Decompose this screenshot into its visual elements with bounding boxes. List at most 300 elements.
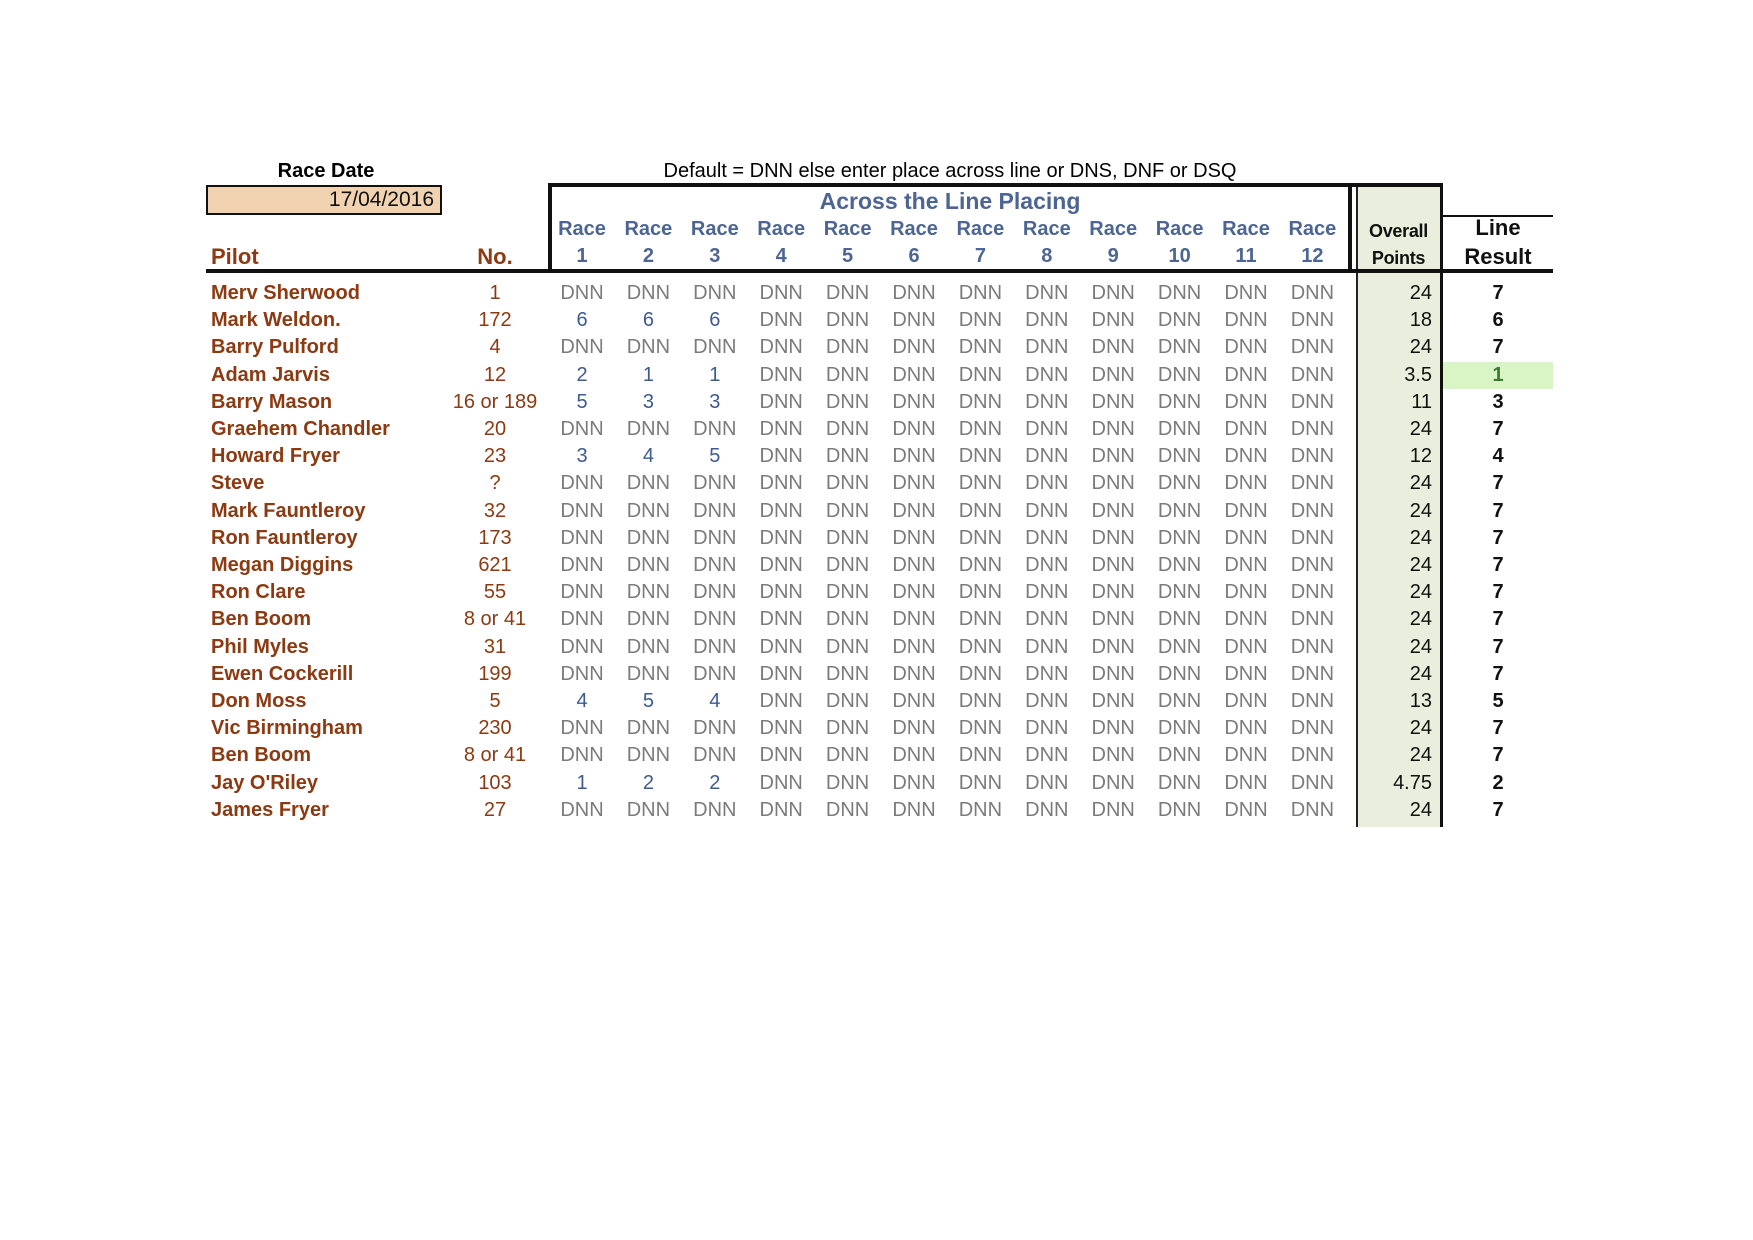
race-placing-cell[interactable]: DNN (825, 282, 870, 304)
race-placing-cell[interactable]: DNN (1025, 662, 1069, 685)
line-result: 4 (1492, 445, 1504, 468)
race-placing-cell[interactable]: DNN (1025, 282, 1069, 304)
race-placing-cell[interactable]: DNN (958, 798, 1003, 821)
race-placing-cell[interactable]: 2 (709, 771, 721, 794)
race-placing-cell[interactable]: DNN (759, 282, 803, 304)
race-placing-cell[interactable]: DNN (892, 717, 936, 740)
race-placing-cell[interactable]: DNN (759, 526, 803, 549)
race-placing-cell[interactable]: DNN (759, 635, 803, 658)
race-placing-cell[interactable]: DNN (892, 390, 936, 413)
race-placing-cell[interactable]: DNN (1091, 771, 1135, 794)
race-placing-cell[interactable]: DNN (1025, 744, 1069, 767)
race-placing-cell[interactable]: DNN (1091, 744, 1135, 767)
race-placing-cell[interactable]: DNN (693, 336, 737, 359)
race-placing-cell[interactable]: DNN (1290, 445, 1335, 468)
race-placing-cell[interactable]: DNN (1157, 282, 1202, 304)
line-result: 7 (1492, 336, 1504, 359)
race-placing-cell[interactable]: DNN (1025, 554, 1069, 576)
race-placing-cell[interactable]: DNN (759, 690, 803, 712)
header-overall-points (1356, 218, 1441, 272)
header-race-8 (1014, 216, 1080, 270)
table-row (0, 715, 1753, 742)
overall-points: 24 (1409, 282, 1432, 304)
race-placing-cell[interactable]: DNN (1224, 445, 1268, 468)
race-placing-cell[interactable]: DNN (825, 472, 870, 495)
pilot-number: 31 (483, 635, 507, 658)
race-placing-cell[interactable]: DNN (693, 526, 737, 549)
race-placing-cell[interactable]: DNN (693, 662, 737, 685)
race-placing-cell[interactable]: DNN (1157, 608, 1202, 631)
race-placing-cell[interactable]: DNN (626, 635, 671, 658)
race-placing-cell[interactable]: DNN (1025, 717, 1069, 740)
race-placing-cell[interactable]: DNN (1224, 635, 1268, 658)
table-row (0, 742, 1753, 769)
race-placing-cell[interactable]: DNN (1091, 690, 1135, 712)
overall-points: 24 (1409, 635, 1432, 658)
race-placing-cell[interactable]: DNN (626, 581, 671, 604)
race-placing-cell[interactable]: DNN (1157, 526, 1202, 549)
race-placing-cell[interactable]: DNN (560, 635, 604, 658)
race-placing-cell[interactable]: 2 (576, 363, 588, 386)
race-placing-cell[interactable]: DNN (1224, 282, 1268, 304)
race-placing-cell[interactable]: DNN (759, 771, 803, 794)
race-placing-cell[interactable]: DNN (626, 717, 671, 740)
line-result: 7 (1492, 744, 1504, 767)
race-placing-cell[interactable]: 3 (642, 390, 654, 413)
race-placing-cell[interactable]: DNN (1091, 472, 1135, 495)
race-placing-cell[interactable]: DNN (1025, 309, 1069, 332)
race-placing-cell[interactable]: DNN (626, 744, 671, 767)
race-placing-cell[interactable]: DNN (626, 662, 671, 685)
race-placing-cell[interactable]: DNN (1091, 608, 1135, 631)
race-placing-cell[interactable]: DNN (759, 336, 803, 359)
pilot-number: 103 (478, 771, 512, 794)
pilot-name: Ron Fauntleroy (211, 526, 358, 549)
race-placing-cell[interactable]: DNN (1224, 499, 1268, 522)
race-placing-cell[interactable]: DNN (958, 472, 1003, 495)
race-placing-cell[interactable]: DNN (958, 635, 1003, 658)
race-placing-cell[interactable]: DNN (1091, 662, 1135, 685)
header-race-3 (682, 216, 748, 270)
race-placing-cell[interactable]: DNN (1224, 690, 1268, 712)
pilot-number: 27 (483, 798, 507, 821)
race-placing-cell[interactable]: DNN (1157, 390, 1202, 413)
race-placing-cell[interactable]: DNN (958, 608, 1003, 631)
race-placing-cell[interactable]: DNN (825, 744, 870, 767)
race-placing-cell[interactable]: DNN (825, 526, 870, 549)
race-placing-cell[interactable]: DNN (892, 363, 936, 386)
header-race-number: 3 (709, 245, 721, 267)
race-placing-cell[interactable]: DNN (1224, 554, 1268, 576)
race-placing-cell[interactable]: DNN (560, 336, 604, 359)
race-placing-cell[interactable]: 6 (709, 309, 721, 332)
race-placing-cell[interactable]: 6 (642, 309, 654, 332)
race-placing-cell[interactable]: 1 (642, 363, 654, 386)
race-placing-cell[interactable]: DNN (1091, 336, 1135, 359)
race-placing-cell[interactable]: DNN (1224, 608, 1268, 631)
race-placing-cell[interactable]: DNN (825, 690, 870, 712)
table-row (0, 498, 1753, 525)
race-placing-cell[interactable]: DNN (759, 390, 803, 413)
header-rule (206, 269, 1553, 273)
race-placing-cell[interactable]: DNN (1025, 363, 1069, 386)
race-placing-cell[interactable]: DNN (825, 717, 870, 740)
race-placing-cell[interactable]: DNN (1290, 662, 1335, 685)
race-placing-cell[interactable]: DNN (1025, 445, 1069, 468)
race-placing-cell[interactable]: DNN (958, 581, 1003, 604)
race-placing-cell[interactable]: DNN (1224, 798, 1268, 821)
race-placing-cell[interactable]: DNN (759, 309, 803, 332)
race-placing-cell[interactable]: DNN (958, 336, 1003, 359)
race-placing-cell[interactable]: DNN (693, 717, 737, 740)
race-placing-cell[interactable]: DNN (825, 499, 870, 522)
race-placing-cell[interactable]: DNN (626, 499, 671, 522)
race-placing-cell[interactable]: DNN (892, 635, 936, 658)
race-placing-cell[interactable]: DNN (1157, 445, 1202, 468)
pilot-number: 230 (478, 717, 512, 740)
overall-points: 24 (1409, 472, 1432, 495)
race-placing-cell[interactable]: DNN (1091, 717, 1135, 740)
table-row (0, 416, 1753, 443)
race-placing-cell[interactable]: DNN (1157, 309, 1202, 332)
race-placing-cell[interactable]: DNN (958, 363, 1003, 386)
header-race-label: Race (690, 218, 739, 240)
race-placing-cell[interactable]: DNN (958, 717, 1003, 740)
race-placing-cell[interactable]: DNN (958, 309, 1003, 332)
race-placing-cell[interactable]: DNN (560, 526, 604, 549)
race-placing-cell[interactable]: DNN (1091, 282, 1135, 304)
table-row (0, 280, 1753, 307)
race-placing-cell[interactable]: DNN (1224, 771, 1268, 794)
race-placing-cell[interactable]: DNN (825, 662, 870, 685)
race-placing-cell[interactable]: DNN (626, 282, 671, 304)
race-placing-cell[interactable]: DNN (626, 418, 671, 440)
race-placing-cell[interactable]: DNN (1290, 608, 1335, 631)
race-placing-cell[interactable]: DNN (892, 581, 936, 604)
race-placing-cell[interactable]: DNN (892, 554, 936, 576)
race-placing-cell[interactable]: DNN (1025, 472, 1069, 495)
race-placing-cell[interactable]: DNN (1290, 581, 1335, 604)
race-placing-cell[interactable]: DNN (825, 418, 870, 440)
race-placing-cell[interactable]: DNN (1224, 472, 1268, 495)
race-placing-cell[interactable]: DNN (693, 744, 737, 767)
pilot-number: 12 (483, 363, 507, 386)
race-placing-cell[interactable]: DNN (1157, 581, 1202, 604)
race-placing-cell[interactable]: DNN (958, 418, 1003, 440)
line-result: 5 (1492, 690, 1504, 712)
placing-title: Across the Line Placing (819, 188, 1081, 214)
race-placing-cell[interactable]: DNN (626, 608, 671, 631)
race-placing-cell[interactable]: DNN (1091, 418, 1135, 440)
race-placing-cell[interactable]: DNN (1290, 472, 1335, 495)
race-placing-cell[interactable]: DNN (1091, 798, 1135, 821)
race-placing-cell[interactable]: DNN (958, 526, 1003, 549)
race-placing-cell[interactable]: DNN (825, 771, 870, 794)
race-placing-cell[interactable]: DNN (1224, 581, 1268, 604)
header-line-line2: Result (1464, 244, 1532, 269)
race-placing-cell[interactable]: DNN (759, 445, 803, 468)
race-placing-cell[interactable]: DNN (1091, 526, 1135, 549)
race-placing-cell[interactable]: DNN (1157, 418, 1202, 440)
race-placing-cell[interactable]: DNN (1025, 635, 1069, 658)
race-placing-cell[interactable]: DNN (1224, 309, 1268, 332)
race-placing-cell[interactable]: DNN (1290, 526, 1335, 549)
race-placing-cell[interactable]: DNN (560, 717, 604, 740)
header-race-number: 5 (842, 245, 854, 267)
race-placing-cell[interactable]: DNN (1157, 499, 1202, 522)
race-placing-cell[interactable]: DNN (892, 608, 936, 631)
race-placing-cell[interactable]: DNN (825, 608, 870, 631)
race-placing-cell[interactable]: DNN (1157, 472, 1202, 495)
race-placing-cell[interactable]: DNN (892, 336, 936, 359)
race-placing-cell[interactable]: DNN (1290, 336, 1335, 359)
race-placing-cell[interactable]: DNN (1157, 662, 1202, 685)
race-placing-cell[interactable]: DNN (958, 554, 1003, 576)
race-placing-cell[interactable]: DNN (626, 336, 671, 359)
pilot-name: Barry Mason (211, 390, 333, 413)
race-placing-cell[interactable]: DNN (1025, 418, 1069, 440)
race-placing-cell[interactable]: DNN (1290, 554, 1335, 576)
race-placing-cell[interactable]: DNN (1025, 336, 1069, 359)
race-placing-cell[interactable]: DNN (825, 336, 870, 359)
race-placing-cell[interactable]: DNN (759, 499, 803, 522)
header-race-4 (748, 216, 814, 270)
race-placing-cell[interactable]: DNN (560, 662, 604, 685)
race-placing-cell[interactable]: DNN (958, 499, 1003, 522)
race-placing-cell[interactable]: DNN (892, 445, 936, 468)
race-placing-cell[interactable]: DNN (958, 282, 1003, 304)
race-placing-cell[interactable]: DNN (1157, 771, 1202, 794)
overall-points: 24 (1409, 717, 1432, 740)
table-row (0, 362, 1753, 389)
overall-points: 24 (1409, 499, 1432, 522)
race-placing-cell[interactable]: 2 (642, 771, 654, 794)
race-placing-cell[interactable]: DNN (1290, 282, 1335, 304)
race-placing-cell[interactable]: 4 (576, 690, 588, 712)
race-placing-cell[interactable]: 1 (709, 363, 721, 386)
race-placing-cell[interactable]: DNN (759, 662, 803, 685)
race-placing-cell[interactable]: DNN (1290, 717, 1335, 740)
race-placing-cell[interactable]: DNN (825, 554, 870, 576)
race-placing-cell[interactable]: 3 (709, 390, 721, 413)
race-placing-cell[interactable]: DNN (1224, 336, 1268, 359)
race-placing-cell[interactable]: DNN (1224, 744, 1268, 767)
race-placing-cell[interactable]: DNN (693, 472, 737, 495)
race-placing-cell[interactable]: DNN (1025, 526, 1069, 549)
race-placing-cell[interactable]: DNN (825, 445, 870, 468)
race-placing-cell[interactable]: DNN (1290, 499, 1335, 522)
race-placing-cell[interactable]: DNN (892, 744, 936, 767)
race-placing-cell[interactable]: DNN (892, 472, 936, 495)
header-race-number: 12 (1301, 245, 1324, 267)
race-placing-cell[interactable]: 5 (642, 690, 654, 712)
race-placing-cell[interactable]: DNN (1091, 309, 1135, 332)
race-placing-cell[interactable]: DNN (560, 581, 604, 604)
race-placing-cell[interactable]: DNN (1290, 418, 1335, 440)
race-placing-cell[interactable]: DNN (892, 771, 936, 794)
race-placing-cell[interactable]: DNN (1290, 798, 1335, 821)
race-placing-cell[interactable]: DNN (1091, 390, 1135, 413)
race-placing-cell[interactable]: DNN (825, 798, 870, 821)
race-placing-cell[interactable]: DNN (892, 309, 936, 332)
race-placing-cell[interactable]: DNN (1224, 363, 1268, 386)
race-placing-cell[interactable]: DNN (560, 744, 604, 767)
race-placing-cell[interactable]: DNN (825, 309, 870, 332)
header-race-10 (1147, 216, 1213, 270)
header-race-label: Race (956, 218, 1005, 240)
race-placing-cell[interactable]: DNN (1025, 608, 1069, 631)
race-placing-cell[interactable]: DNN (759, 554, 803, 576)
race-placing-cell[interactable]: DNN (560, 472, 604, 495)
race-placing-cell[interactable]: DNN (1091, 499, 1135, 522)
table-row (0, 443, 1753, 470)
race-date-input[interactable]: 17/04/2016 (206, 185, 442, 215)
race-placing-cell[interactable]: DNN (560, 554, 604, 576)
race-placing-cell[interactable]: DNN (1091, 554, 1135, 576)
race-placing-cell[interactable]: DNN (825, 635, 870, 658)
race-placing-cell[interactable]: DNN (1025, 690, 1069, 712)
race-placing-cell[interactable]: DNN (825, 581, 870, 604)
pilot-number: 55 (483, 581, 507, 604)
race-placing-cell[interactable]: DNN (560, 282, 604, 304)
race-placing-cell[interactable]: DNN (958, 662, 1003, 685)
race-placing-cell[interactable]: 4 (709, 690, 721, 712)
race-placing-cell[interactable]: 5 (709, 445, 721, 468)
race-placing-cell[interactable]: DNN (1224, 526, 1268, 549)
pilot-name: Ben Boom (211, 608, 311, 631)
race-placing-cell[interactable]: DNN (1157, 363, 1202, 386)
race-placing-cell[interactable]: 6 (576, 309, 588, 332)
race-placing-cell[interactable]: DNN (892, 690, 936, 712)
race-placing-cell[interactable]: DNN (825, 390, 870, 413)
race-placing-cell[interactable]: DNN (1157, 635, 1202, 658)
race-placing-cell[interactable]: DNN (1157, 336, 1202, 359)
race-placing-cell[interactable]: DNN (1290, 390, 1335, 413)
race-placing-cell[interactable]: DNN (958, 690, 1003, 712)
race-placing-cell[interactable]: DNN (1091, 445, 1135, 468)
race-placing-cell[interactable]: DNN (560, 499, 604, 522)
race-placing-cell[interactable]: DNN (958, 390, 1003, 413)
race-placing-cell[interactable]: DNN (958, 445, 1003, 468)
race-placing-cell[interactable]: DNN (759, 744, 803, 767)
race-placing-cell[interactable]: DNN (1025, 390, 1069, 413)
race-placing-cell[interactable]: DNN (1157, 798, 1202, 821)
race-placing-cell[interactable]: DNN (1157, 554, 1202, 576)
race-placing-cell[interactable]: DNN (693, 282, 737, 304)
line-result: 7 (1492, 717, 1504, 740)
overall-points: 24 (1409, 744, 1432, 767)
race-placing-cell[interactable]: DNN (693, 554, 737, 576)
race-placing-cell[interactable]: DNN (560, 798, 604, 821)
table-row (0, 389, 1753, 416)
race-placing-cell[interactable]: DNN (1091, 635, 1135, 658)
race-placing-cell[interactable]: DNN (693, 608, 737, 631)
race-placing-cell[interactable]: DNN (759, 608, 803, 631)
race-placing-cell[interactable]: DNN (1290, 744, 1335, 767)
race-placing-cell[interactable]: DNN (1025, 771, 1069, 794)
race-placing-cell[interactable]: DNN (759, 472, 803, 495)
race-placing-cell[interactable]: DNN (892, 798, 936, 821)
race-placing-cell[interactable]: DNN (892, 418, 936, 440)
race-placing-cell[interactable]: DNN (1290, 635, 1335, 658)
race-placing-cell[interactable]: DNN (693, 499, 737, 522)
race-placing-cell[interactable]: DNN (892, 526, 936, 549)
race-placing-cell[interactable]: DNN (892, 282, 936, 304)
race-placing-cell[interactable]: DNN (892, 499, 936, 522)
race-placing-cell[interactable]: DNN (1091, 581, 1135, 604)
pilot-number: 173 (478, 526, 512, 549)
pilot-name: Megan Diggins (211, 554, 354, 576)
line-result: 7 (1492, 581, 1504, 604)
race-placing-cell[interactable]: DNN (1224, 390, 1268, 413)
race-placing-cell[interactable]: DNN (1025, 798, 1069, 821)
pilot-number: 1 (489, 282, 501, 304)
header-overall-line2: Points (1371, 248, 1426, 268)
race-placing-cell[interactable]: 1 (576, 771, 588, 794)
race-placing-cell[interactable]: DNN (958, 744, 1003, 767)
race-placing-cell[interactable]: DNN (1290, 363, 1335, 386)
race-placing-cell[interactable]: DNN (1290, 690, 1335, 712)
overall-points: 24 (1409, 418, 1432, 440)
race-placing-cell[interactable]: DNN (1224, 717, 1268, 740)
race-placing-cell[interactable]: DNN (1157, 717, 1202, 740)
header-race-label: Race (624, 218, 673, 240)
race-placing-cell[interactable]: DNN (1025, 499, 1069, 522)
pilot-name: Ben Boom (211, 744, 311, 767)
race-placing-cell[interactable]: DNN (1157, 690, 1202, 712)
race-placing-cell[interactable]: DNN (892, 662, 936, 685)
race-placing-cell[interactable]: DNN (759, 418, 803, 440)
race-placing-cell[interactable]: DNN (759, 798, 803, 821)
race-placing-cell[interactable]: DNN (693, 581, 737, 604)
race-placing-cell[interactable]: DNN (1290, 309, 1335, 332)
race-placing-cell[interactable]: DNN (825, 363, 870, 386)
header-race-9 (1080, 216, 1146, 270)
header-race-number: 1 (576, 245, 588, 267)
race-placing-cell[interactable]: DNN (759, 363, 803, 386)
race-placing-cell[interactable]: DNN (693, 798, 737, 821)
race-placing-cell[interactable]: DNN (1224, 662, 1268, 685)
pilot-number: 16 or 189 (452, 390, 538, 413)
race-placing-cell[interactable]: DNN (759, 717, 803, 740)
race-placing-cell[interactable]: DNN (693, 418, 737, 440)
header-race-label: Race (1288, 218, 1337, 240)
overall-points: 24 (1409, 526, 1432, 549)
overall-points: 24 (1409, 662, 1432, 685)
race-placing-cell[interactable]: DNN (1025, 581, 1069, 604)
race-placing-cell[interactable]: DNN (560, 418, 604, 440)
race-placing-cell[interactable]: 5 (576, 390, 588, 413)
pilot-name: Jay O'Riley (211, 771, 319, 794)
header-race-label: Race (1222, 218, 1270, 240)
race-placing-cell[interactable]: DNN (1290, 771, 1335, 794)
header-race-7 (947, 216, 1013, 270)
race-placing-cell[interactable]: DNN (626, 472, 671, 495)
race-placing-cell[interactable]: DNN (1091, 363, 1135, 386)
race-placing-cell[interactable]: DNN (1224, 418, 1268, 440)
race-placing-cell[interactable]: DNN (626, 798, 671, 821)
race-placing-cell[interactable]: 4 (642, 445, 654, 468)
race-placing-cell[interactable]: DNN (626, 554, 671, 576)
race-placing-cell[interactable]: DNN (1157, 744, 1202, 767)
race-placing-cell[interactable]: DNN (560, 608, 604, 631)
race-placing-cell[interactable]: DNN (759, 581, 803, 604)
table-row (0, 797, 1753, 824)
race-placing-cell[interactable]: DNN (693, 635, 737, 658)
race-placing-cell[interactable]: DNN (958, 771, 1003, 794)
race-placing-cell[interactable]: 3 (576, 445, 588, 468)
race-placing-cell[interactable]: DNN (626, 526, 671, 549)
